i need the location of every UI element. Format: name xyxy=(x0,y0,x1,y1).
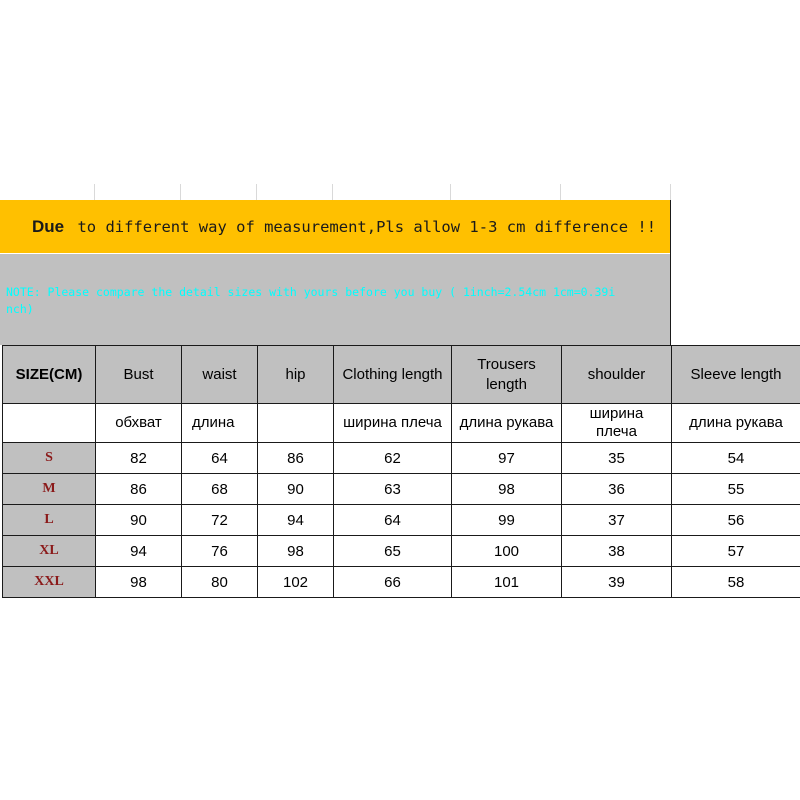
grid-line xyxy=(256,184,257,200)
table-cell: 63 xyxy=(334,474,452,505)
table-cell: 90 xyxy=(258,474,334,505)
table-row xyxy=(3,567,800,598)
table-cell: 62 xyxy=(334,443,452,474)
table-cell: 98 xyxy=(452,474,562,505)
table-row xyxy=(3,505,800,536)
grid-line xyxy=(332,184,333,200)
banner-text xyxy=(0,217,656,237)
table-cell: 38 xyxy=(562,536,672,567)
note-cell xyxy=(0,253,670,345)
table-cell: 72 xyxy=(182,505,258,536)
table-cell: 64 xyxy=(334,505,452,536)
table-cell: 94 xyxy=(96,536,182,567)
header-shoulder: shoulder xyxy=(562,346,672,404)
size-label: S xyxy=(3,443,96,474)
russian-label: длина xyxy=(182,404,258,443)
header-hip: hip xyxy=(258,346,334,404)
table-cell: 99 xyxy=(452,505,562,536)
table-cell: 55 xyxy=(672,474,800,505)
size-label: L xyxy=(3,505,96,536)
table-cell: 90 xyxy=(96,505,182,536)
grid-line xyxy=(94,184,95,200)
russian-label-row xyxy=(3,404,800,443)
russian-label-blank xyxy=(3,404,96,443)
table-row xyxy=(3,536,800,567)
size-label: XXL xyxy=(3,567,96,598)
table-cell: 101 xyxy=(452,567,562,598)
table-cell: 65 xyxy=(334,536,452,567)
header-waist: waist xyxy=(182,346,258,404)
russian-label: длина рукава xyxy=(452,404,562,443)
header-trousers-length: Trousers length xyxy=(452,346,562,404)
note-text: NOTE: Please compare the detail sizes with yours before you buy ( 1inch=2.54cm 1cm=0.39inch) xyxy=(6,285,616,316)
size-label: XL xyxy=(3,536,96,567)
table-cell: 98 xyxy=(258,536,334,567)
russian-label xyxy=(258,404,334,443)
size-chart-table xyxy=(2,345,800,598)
grid-line xyxy=(180,184,181,200)
russian-label: ширина плеча xyxy=(334,404,452,443)
table-cell: 100 xyxy=(452,536,562,567)
grid-line xyxy=(560,184,561,200)
header-size: SIZE(CM) xyxy=(3,346,96,404)
empty-spreadsheet-area xyxy=(0,0,800,200)
table-cell: 80 xyxy=(182,567,258,598)
measurement-notice-banner xyxy=(0,200,670,253)
header-sleeve-length: Sleeve length xyxy=(672,346,800,404)
table-cell: 98 xyxy=(96,567,182,598)
table-cell: 86 xyxy=(258,443,334,474)
russian-label: обхват xyxy=(96,404,182,443)
grid-line xyxy=(450,184,451,200)
russian-label: ширина плеча xyxy=(562,404,672,443)
table-cell: 66 xyxy=(334,567,452,598)
table-cell: 56 xyxy=(672,505,800,536)
table-cell: 82 xyxy=(96,443,182,474)
table-cell: 39 xyxy=(562,567,672,598)
russian-label: длина рукава xyxy=(672,404,800,443)
banner-bold-word: Due xyxy=(32,216,65,236)
table-cell: 97 xyxy=(452,443,562,474)
header-clothing-length: Clothing length xyxy=(334,346,452,404)
header-bust: Bust xyxy=(96,346,182,404)
table-row xyxy=(3,474,800,505)
table-cell: 102 xyxy=(258,567,334,598)
table-cell: 57 xyxy=(672,536,800,567)
table-cell: 68 xyxy=(182,474,258,505)
table-cell: 94 xyxy=(258,505,334,536)
table-cell: 76 xyxy=(182,536,258,567)
table-cell: 36 xyxy=(562,474,672,505)
table-cell: 37 xyxy=(562,505,672,536)
header-row xyxy=(3,346,800,404)
table-cell: 58 xyxy=(672,567,800,598)
table-row xyxy=(3,443,800,474)
table-cell: 64 xyxy=(182,443,258,474)
banner-message: to different way of measurement,Pls allow 1-3 cm difference !! xyxy=(77,217,657,236)
table-cell: 35 xyxy=(562,443,672,474)
size-label: M xyxy=(3,474,96,505)
table-cell: 54 xyxy=(672,443,800,474)
table-cell: 86 xyxy=(96,474,182,505)
grid-line xyxy=(670,184,671,200)
blank-cell xyxy=(670,200,800,345)
